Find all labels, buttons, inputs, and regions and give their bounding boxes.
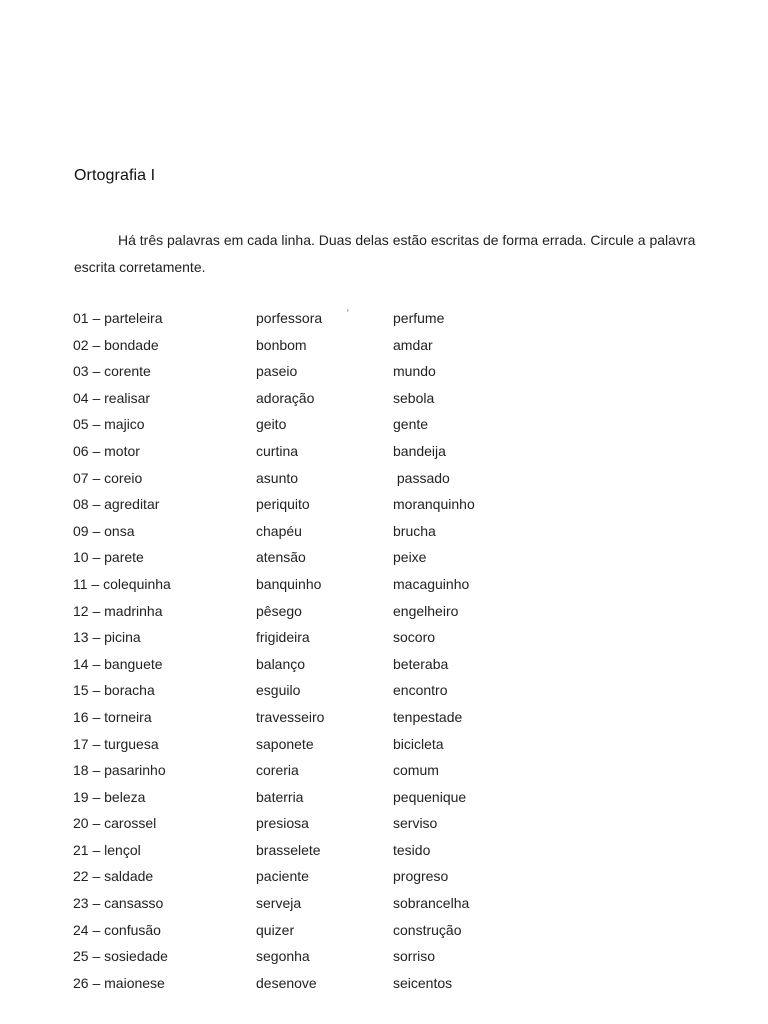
- word-row-number-and-word: 10 – parete: [73, 549, 144, 566]
- word-option: brasselete: [256, 841, 321, 858]
- word-option: socoro: [393, 629, 436, 646]
- word-option: pequenique: [393, 788, 467, 805]
- word-row-number-and-word: 21 – lençol: [73, 841, 141, 858]
- word-option: moranquinho: [393, 496, 475, 513]
- word-option: asunto: [256, 469, 299, 486]
- word-option: encontro: [393, 682, 448, 699]
- word-option: chapéu: [256, 522, 302, 539]
- word-option: atensão: [256, 549, 306, 566]
- word-row: [73, 679, 633, 706]
- word-row-number-and-word: 01 – parteleira: [73, 310, 163, 326]
- word-option: coreria: [256, 762, 299, 779]
- word-row: [73, 413, 633, 440]
- word-row: [73, 546, 633, 573]
- word-option: periquito: [256, 496, 310, 513]
- word-row: [73, 626, 633, 653]
- word-row: [73, 706, 633, 733]
- word-option: frigideira: [256, 629, 310, 646]
- word-option: sobrancelha: [393, 895, 470, 912]
- word-row-number-and-word: 14 – banguete: [73, 655, 163, 672]
- word-row-number-and-word: 22 – saldade: [73, 868, 154, 885]
- word-list: [73, 307, 633, 998]
- word-option: desenove: [256, 974, 317, 991]
- word-row: [73, 812, 633, 839]
- word-option: passado: [393, 469, 450, 486]
- word-row-number-and-word: 17 – turguesa: [73, 735, 159, 752]
- word-row: [73, 467, 633, 494]
- word-row-number-and-word: 08 – agreditar: [73, 496, 160, 513]
- word-option: segonha: [256, 948, 310, 965]
- word-row: [73, 786, 633, 813]
- word-row-number-and-word: 16 – torneira: [73, 708, 152, 725]
- word-option: serveja: [256, 895, 302, 912]
- word-row-number-and-word: 24 – confusão: [73, 921, 161, 938]
- word-option: pêsego: [256, 602, 302, 619]
- word-option: beteraba: [393, 655, 449, 672]
- word-option: saponete: [256, 735, 314, 752]
- word-row: [73, 972, 633, 999]
- word-option: construção: [393, 921, 462, 938]
- word-row-number-and-word: 19 – beleza: [73, 788, 146, 805]
- word-row: [73, 600, 633, 627]
- page-title: Ortografia I: [74, 167, 156, 184]
- word-option: brucha: [393, 522, 436, 539]
- word-option: travesseiro: [256, 708, 325, 725]
- word-row-number-and-word: 11 – colequinha: [73, 575, 171, 592]
- word-option: sorriso: [393, 948, 436, 965]
- word-row: [73, 892, 633, 919]
- word-row-number-and-word: 25 – sosiedade: [73, 948, 168, 965]
- word-option: serviso: [393, 815, 438, 832]
- word-option: esguilo: [256, 682, 301, 699]
- word-option: gente: [393, 416, 429, 433]
- word-option: peixe: [393, 549, 427, 566]
- word-row: [73, 945, 633, 972]
- word-row-number-and-word: 03 – corente: [73, 363, 151, 380]
- word-row: [73, 307, 633, 334]
- word-row: [73, 839, 633, 866]
- word-option: progreso: [393, 868, 449, 885]
- word-row-number-and-word: 06 – motor: [73, 442, 140, 459]
- word-row-number-and-word: 12 – madrinha: [73, 602, 163, 619]
- word-row-number-and-word: 26 – maionese: [73, 974, 165, 991]
- word-option: adoração: [256, 389, 315, 406]
- word-row: [73, 440, 633, 467]
- word-option: paseio: [256, 363, 298, 380]
- word-option: mundo: [393, 363, 436, 380]
- word-row: [73, 573, 633, 600]
- word-row-number-and-word: 09 – onsa: [73, 522, 135, 539]
- word-option: geito: [256, 416, 287, 433]
- word-row: [73, 865, 633, 892]
- word-option: presiosa: [256, 815, 309, 832]
- word-row-number-and-word: 18 – pasarinho: [73, 762, 166, 779]
- word-option: seicentos: [393, 974, 453, 991]
- word-row: [73, 334, 633, 361]
- word-row-number-and-word: 05 – majico: [73, 416, 145, 433]
- word-option: macaguinho: [393, 575, 470, 592]
- word-option: curtina: [256, 442, 299, 459]
- word-row: [73, 493, 633, 520]
- word-option: bicicleta: [393, 735, 444, 752]
- word-option: comum: [393, 762, 439, 779]
- word-row: [73, 360, 633, 387]
- word-row: [73, 759, 633, 786]
- word-option: baterria: [256, 788, 304, 805]
- word-row-number-and-word: 07 – coreio: [73, 469, 143, 486]
- word-option: porfessora: [256, 310, 323, 326]
- word-option: quizer: [256, 921, 295, 938]
- word-option: bandeija: [393, 442, 446, 459]
- word-row-number-and-word: 02 – bondade: [73, 336, 159, 353]
- word-row: [73, 520, 633, 547]
- word-option: banquinho: [256, 575, 322, 592]
- instructions-paragraph: Há três palavras em cada linha. Duas delas estão escritas de forma errada. Circule a palavra escrita corretamente.: [74, 232, 696, 275]
- word-row: [73, 387, 633, 414]
- stray-mark: ': [347, 308, 349, 318]
- word-option: engelheiro: [393, 602, 459, 619]
- word-option: balanço: [256, 655, 306, 672]
- word-row: [73, 653, 633, 680]
- word-option: tesido: [393, 841, 431, 858]
- word-option: bonbom: [256, 336, 307, 353]
- word-option: paciente: [256, 868, 309, 885]
- word-row-number-and-word: 04 – realisar: [73, 389, 151, 406]
- word-option: perfume: [393, 310, 445, 326]
- word-row-number-and-word: 23 – cansasso: [73, 895, 164, 912]
- word-row: [73, 919, 633, 946]
- word-option: sebola: [393, 389, 435, 406]
- word-row: [73, 733, 633, 760]
- word-row-number-and-word: 20 – carossel: [73, 815, 157, 832]
- word-option: amdar: [393, 336, 433, 353]
- word-row-number-and-word: 13 – picina: [73, 629, 141, 646]
- word-row-number-and-word: 15 – boracha: [73, 682, 155, 699]
- word-option: tenpestade: [393, 708, 463, 725]
